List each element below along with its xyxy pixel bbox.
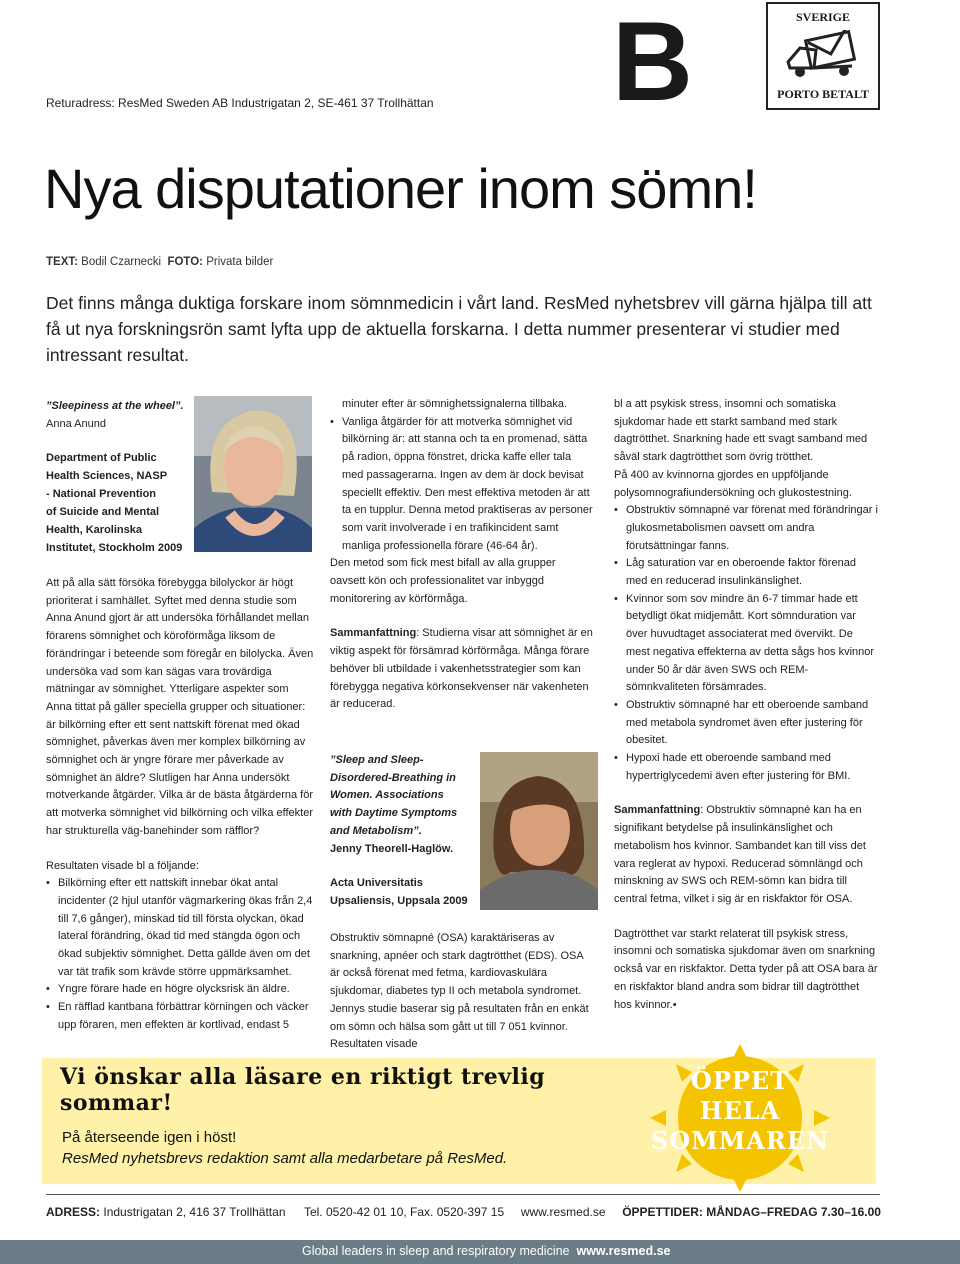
study2-title-4: with Daytime Symptoms bbox=[330, 807, 458, 820]
study1-affiliation-6: Institutet, Stockholm 2009 bbox=[46, 542, 183, 555]
footer-divider bbox=[46, 1194, 880, 1195]
badge-line-1: ÖPPET bbox=[690, 1066, 790, 1095]
text-author: Bodil Czarnecki bbox=[81, 256, 162, 268]
open-all-summer-badge bbox=[640, 1066, 840, 1156]
study2-title-3: Women. Associations bbox=[330, 789, 444, 802]
postage-stamp bbox=[766, 2, 880, 110]
list-item: • Yngre förare hade en högre olycksrisk än äldre. bbox=[46, 981, 316, 999]
study1-affiliation-1: Department of Public bbox=[46, 452, 157, 465]
badge-line-3: SOMMAREN bbox=[650, 1126, 830, 1155]
study1-monitoring-text: Den metod som fick mest bifall av alla grupper oavsett kön och professionalitet var inbyggd monitorering av körförmåga. bbox=[330, 557, 556, 605]
address: Industrigatan 2, 416 37 Trollhättan bbox=[103, 1205, 286, 1219]
banner-line-1: På återseende igen i höst! bbox=[62, 1129, 237, 1146]
list-item: • En räfflad kantbana förbättrar körningen och väcker upp föraren, men effekten är kortlivad, endast 5 bbox=[46, 999, 316, 1034]
foto-author: Privata bilder bbox=[206, 256, 274, 268]
list-item: • Hypoxi hade ett oberoende samband med hypertriglycedemi även efter justering för BMI. bbox=[614, 750, 878, 785]
study1-measures-list bbox=[330, 414, 594, 556]
study1-summary bbox=[330, 625, 594, 714]
study1-continued-text: minuter efter är sömnighetssignalerna tillbaka. bbox=[342, 398, 568, 410]
tagline: Global leaders in sleep and respiratory medicine bbox=[302, 1244, 570, 1258]
list-item: • Bilkörning efter ett nattskift innebar ökat antal incidenter (2 hjul utanför vägmarkering ökas från 2,4 till 7,6 gånger), minskad tid till första olyckan, ökad lateral förändring, ökad tid med stängda ögon och ökad subjektiv sömnighet. Detta gällde även om det var tät trafik som krävde större uppmärksamhet. bbox=[46, 875, 316, 981]
study1-title: ”Sleepiness at the wheel”. bbox=[46, 400, 184, 412]
study2-author: Jenny Theorell-Haglöw. bbox=[330, 842, 454, 855]
lead-paragraph: Det finns många duktiga forskare inom sömnmedicin i vårt land. ResMed nyhetsbrev vill gärna hjälpa till att få ut nya forskningsrön samt lyfta upp de aktuella forskarna. I detta nummer presenterar vi studier med intressant resultat. bbox=[46, 293, 872, 365]
banner-line-2: ResMed nyhetsbrevs redaktion samt alla medarbetare på ResMed. bbox=[62, 1150, 508, 1167]
study1-affiliation-2: Health Sciences, NASP bbox=[46, 470, 168, 483]
banner-title: Vi önskar alla läsare en riktigt trevlig sommar! bbox=[60, 1064, 546, 1116]
summary-label: Sammanfattning bbox=[330, 627, 417, 640]
stamp-country: SVERIGE bbox=[795, 10, 851, 24]
study2-conclusion: Dagtrötthet var starkt relaterat till psykisk stress, insomni och somatiska sjukdomar även om snarkning också var en riskfaktor. Detta tyder på att OSA bara är en riskfaktor bland andra som bidrar till dagtrötthet hos kvinnor.• bbox=[614, 927, 878, 1011]
text-label: TEXT: bbox=[46, 256, 78, 268]
study1-body: Att på alla sätt försöka förebygga bilolyckor är högt prioriterat i samhället. Syftet med denna studie som Anna Anund gjort är att undersöka förhållandet mellan förarens sömnighet och köroförmåga liksom de förändringar i beteende som föregår en bilolycka. Även undersöka vad som kan sägas vara trovärdiga mätningar av sömnighet. Ytterligare aspekter som Anna tittat på gäller speciella grupper och situationer: är bilkörning efter ett sent nattskift förenat med ökad sömnighet, påverkas även mer komplex bilkörning av sömnighet och är yngre förare mer påverkade av sömnighet än äldre? Slutligen har Anna undersökt motverkande åtgärder. Vilka är de bästa åtgärderna för att motverka sömnighet vid bilkörning och vilka effekter har strukturella väg-banehinder som räfflor? bbox=[46, 577, 314, 837]
list-item: • Obstruktiv sömnapné har ett oberoende samband med metabola syndromet även efter justering för obesitet. bbox=[614, 697, 878, 750]
study2-title-5: and Metabolism”. bbox=[330, 824, 422, 837]
foto-label: FOTO: bbox=[167, 256, 204, 268]
tagline-bar bbox=[0, 1240, 960, 1264]
study1-column-continued bbox=[330, 396, 594, 714]
list-item: • Obstruktiv sömnapné var förenat med förändringar i glukosmetabolismen oavsett om andra förutsättningar fanns. bbox=[614, 502, 878, 555]
summary-text: : Studierna visar att sömnighet är en viktig aspekt för försämrad körförmåga. Många förare behöver bli utbildade i vakenhetsstrategier som kan förebygga negativa körkonsekvenser när vakenheten är reducerad. bbox=[330, 627, 593, 711]
study1-affiliation-5: Health, Karolinska bbox=[46, 524, 142, 537]
study2-continued-text: bl a att psykisk stress, insomni och somatiska sjukdomar hade ett starkt samband med stark dagtrötthet. Snarkning hade ett svagt samband med såväl stark dagtrötthet som övrig trötthet. bbox=[614, 398, 868, 464]
jenny-theorell-haglow-photo bbox=[480, 752, 598, 910]
phone-fax: Tel. 0520-42 01 10, Fax. 0520-397 15 bbox=[303, 1205, 505, 1219]
study1-affiliation-3: - National Prevention bbox=[46, 488, 157, 501]
opening-hours: ÖPPETTIDER: MÅNDAG–FREDAG 7.30–16.00 bbox=[622, 1205, 881, 1219]
study1-header bbox=[46, 398, 196, 557]
anna-anund-photo bbox=[194, 396, 312, 552]
return-address: Returadress: ResMed Sweden AB Industrigatan 2, SE-461 37 Trollhättan bbox=[46, 96, 434, 110]
study1-affiliation-4: of Suicide and Mental bbox=[46, 506, 160, 519]
mail-truck-icon bbox=[786, 30, 864, 80]
stamp-postage: PORTO BETALT bbox=[777, 87, 869, 101]
list-item: • Låg saturation var en oberoende faktor förenad med en reducerad insulinkänslighet. bbox=[614, 555, 878, 590]
study1-results-intro: Resultaten visade bl a följande: bbox=[46, 859, 199, 872]
study1-author: Anna Anund bbox=[46, 417, 106, 430]
study2-results-list bbox=[614, 502, 878, 785]
study2-header bbox=[330, 752, 480, 911]
study2-university-1: Acta Universitatis bbox=[330, 877, 423, 890]
byline bbox=[46, 256, 273, 268]
study1-results-list bbox=[46, 875, 316, 1034]
badge-line-2: HELA bbox=[699, 1096, 781, 1125]
study2-followup-text: På 400 av kvinnorna gjordes en uppföljande polysomnografiundersökning och glukostestning. bbox=[614, 468, 852, 499]
summary-text: : Obstruktiv sömnapné kan ha en signifikant betydelse på insulinkänslighet och metabolism hos kvinnor. Sambandet kan till viss det vara reglerat av hypoxi. Reducerad sömnlängd och minskning av SWS och REM-sömn kan bidra till central fetma, vilket i sig är en riskfaktor för OSA. bbox=[614, 804, 866, 905]
study2-university-2: Upsaliensis, Uppsala 2009 bbox=[330, 894, 468, 907]
study2-title-1: ”Sleep and Sleep- bbox=[330, 754, 424, 766]
study2-title-2: Disordered-Breathing in bbox=[330, 771, 456, 784]
study2-column bbox=[330, 930, 594, 1054]
study2-column-continued bbox=[614, 396, 878, 1014]
tagline-url[interactable]: www.resmed.se bbox=[576, 1244, 671, 1258]
list-item: • Kvinnor som sov mindre än 6-7 timmar hade ett betydligt ökat midjemått. Kort sömnduration var över huvudtaget associaterat med övervikt. De mest negativa effekterna av detta sågs hos kvinnor under 50 år där även SWS och REM-sömnkvaliteten försämrades. bbox=[614, 591, 878, 697]
summary-label: Sammanfattning bbox=[614, 804, 701, 817]
contact-info bbox=[46, 1205, 881, 1219]
study1-column bbox=[46, 575, 316, 1035]
address-label: ADRESS: bbox=[46, 1205, 101, 1219]
study2-body: Obstruktiv sömnapné (OSA) karaktäriseras av snarkning, apnéer och stark dagtrötthet (EDS). OSA är också förenat med fetma, kardiovaskulära sjukdomar, diabetes typ II och metabola syndromet. Jennys studie baserar sig på resultaten från en enkät om sömn och hälsa som gått ut till 7 051 kvinnor. Resultaten visade bbox=[330, 932, 589, 1051]
list-item: • Vanliga åtgärder för att motverka sömnighet vid bilkörning är: att stanna och ta en promenad, sätta på radion, öppna fönstret, dricka kaffe eller tala med passagerarna. Ingen av dem är dock bevisat speciellt effektiv. Den mest effektiva metoden är att ta en tupplur. Denna metod praktiseras av personer som varit involverade i en trafikincident samt manliga professionella förare (46-64 år). bbox=[330, 414, 594, 556]
website-link[interactable]: www.resmed.se bbox=[520, 1205, 606, 1219]
study2-summary bbox=[614, 802, 878, 908]
page-title: Nya disputationer inom sömn! bbox=[44, 157, 757, 220]
section-letter: B bbox=[612, 0, 689, 124]
